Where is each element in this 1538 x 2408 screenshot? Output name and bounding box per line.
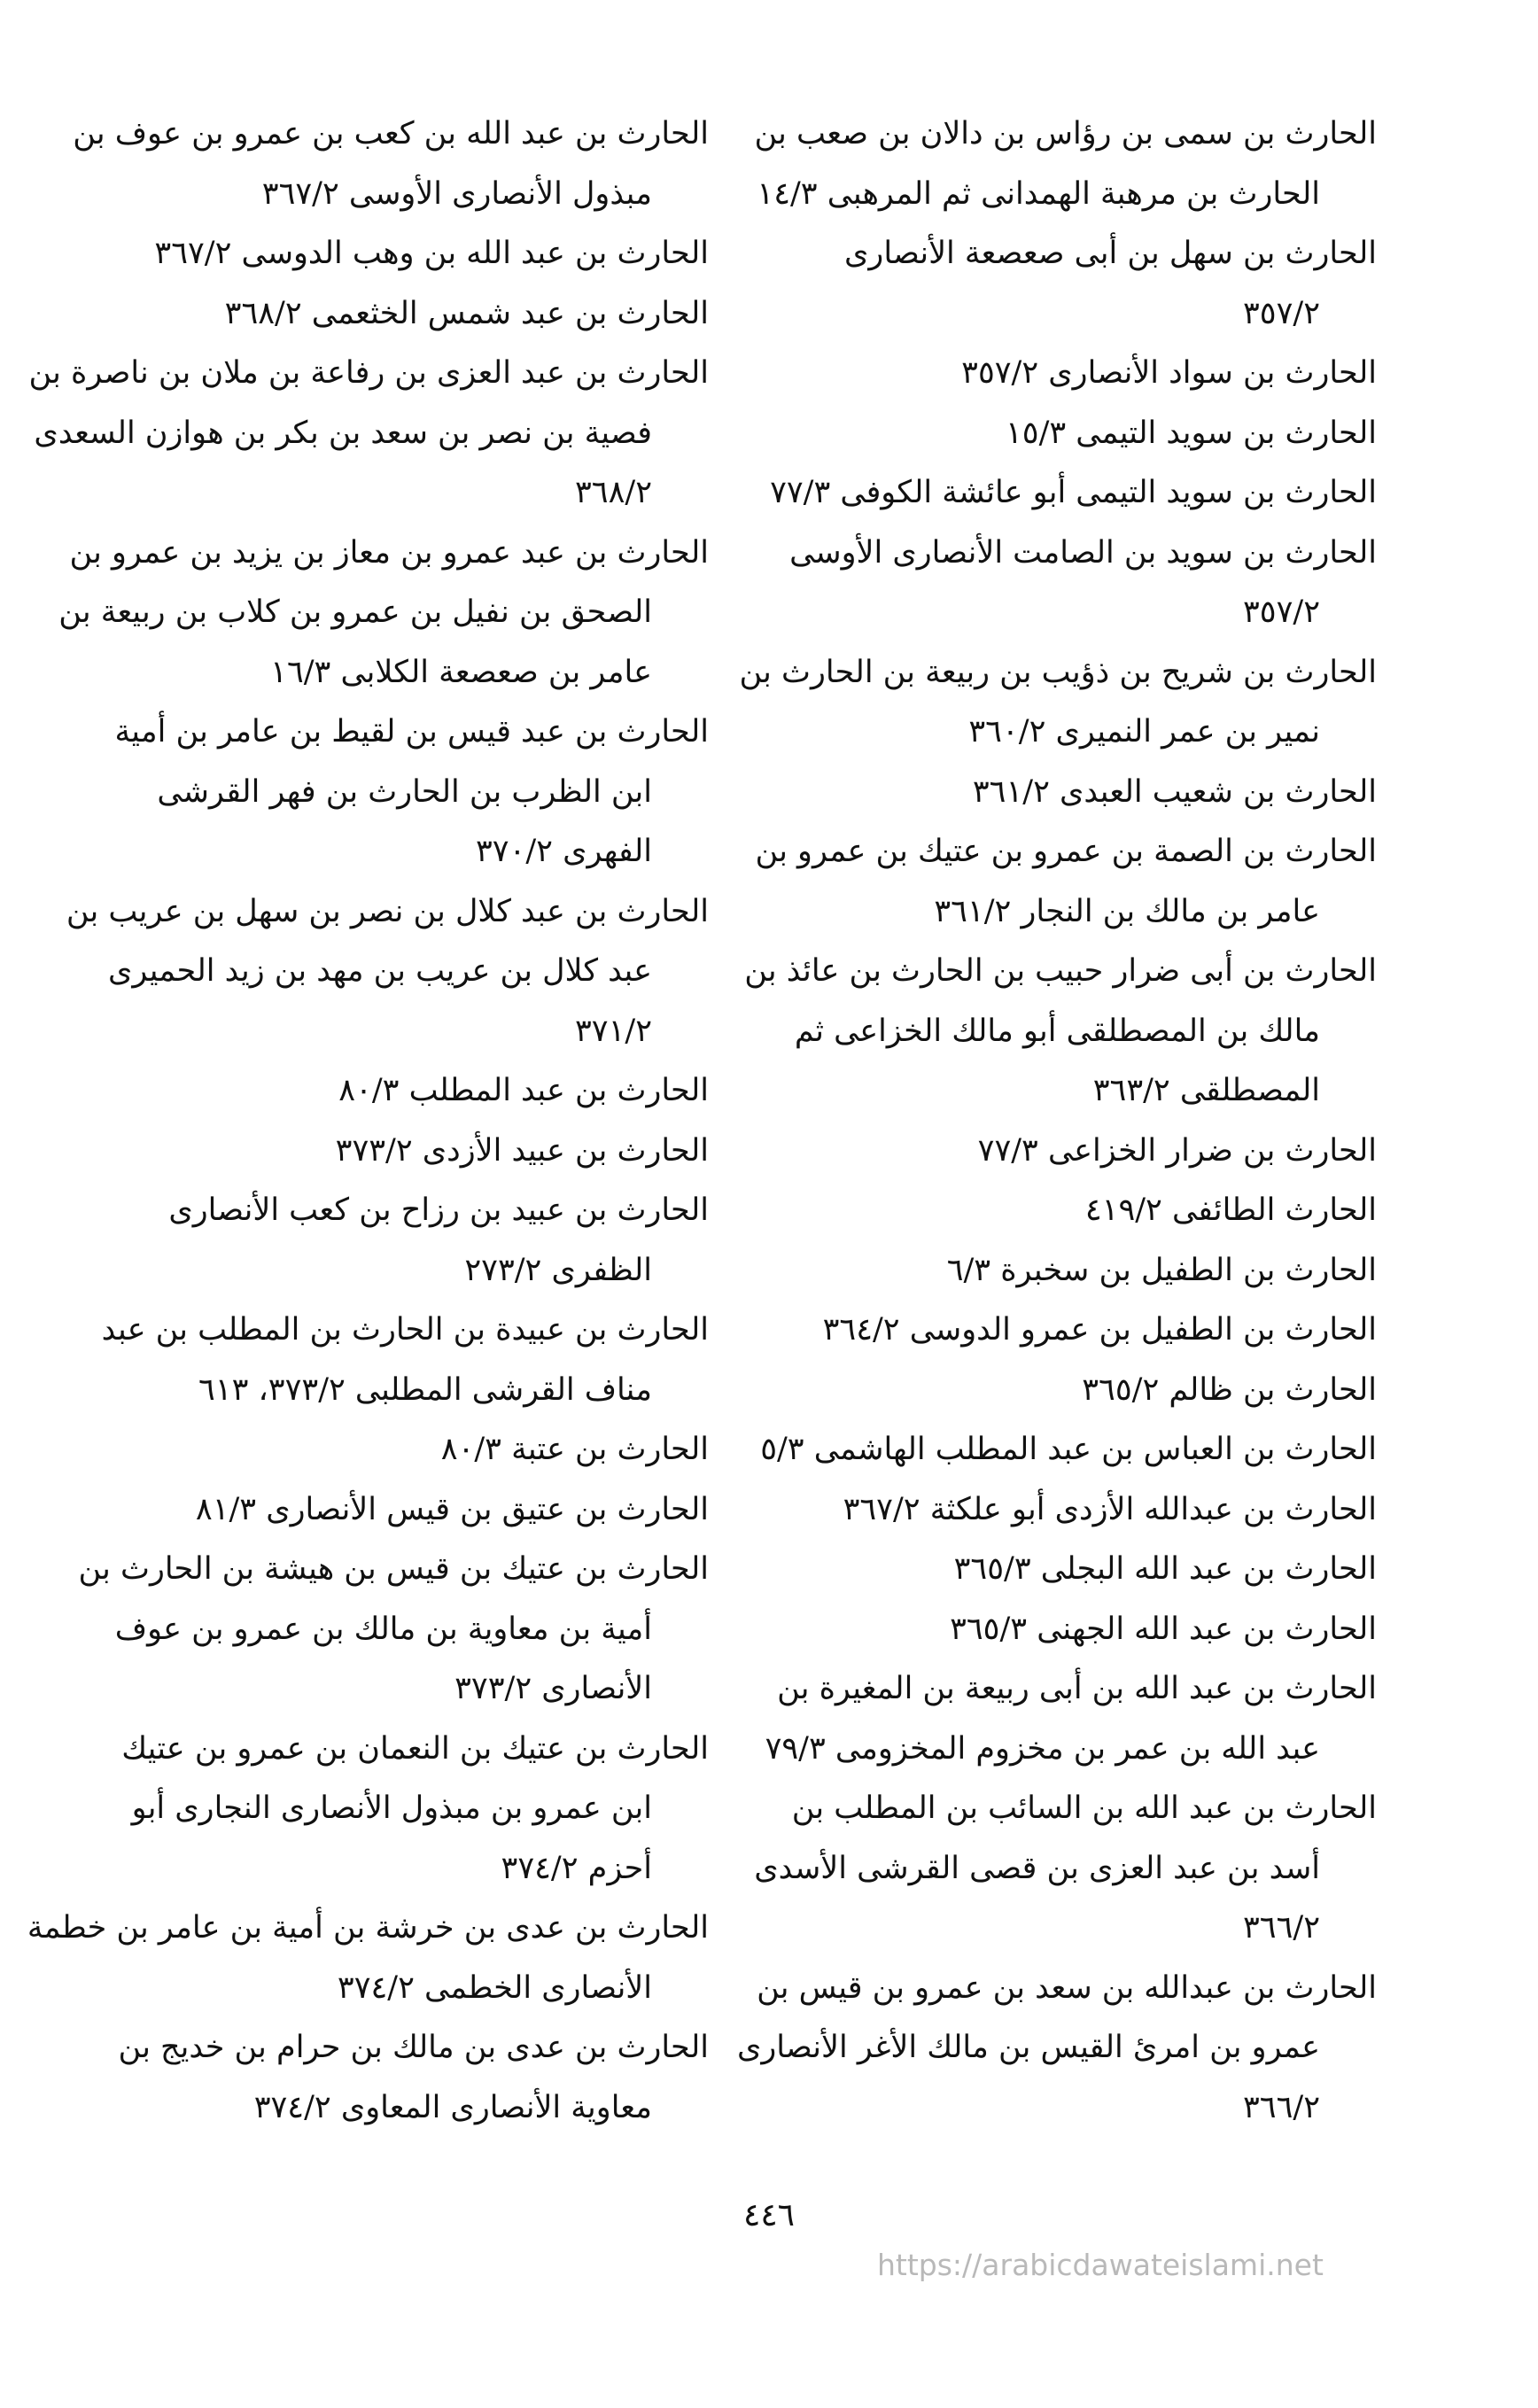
entry-line: الحارث بن الصمة بن عمرو بن عتيك بن عمرو بن	[755, 834, 1377, 869]
entry-line: الحارث بن سهل بن أبى صعصعة الأنصارى	[844, 236, 1377, 271]
entry-continuation-line: ابن الظرب بن الحارث بن فهر القرشى	[157, 773, 652, 810]
entry-line: الحارث بن عبيد الأزدى ٣٧٣/٢	[335, 1132, 709, 1169]
entry-continuation-line: عبد كلال بن عريب بن مهد بن زيد الحميرى	[107, 953, 652, 989]
index-entry	[762, 1659, 1377, 1779]
index-entry	[106, 703, 709, 882]
index-entry	[762, 344, 1377, 404]
entry-line: الحارث بن عبدالله بن سعد بن عمرو بن قيس بن	[757, 1969, 1377, 2006]
entry-line: الحارث بن سمى بن رؤاس بن دالان بن صعب بن	[754, 116, 1377, 151]
index-entry	[106, 284, 709, 345]
index-entry	[744, 942, 1377, 1122]
index-column-left	[27, 105, 709, 2138]
entry-line: الحارث بن عبد الله الجهنى ٣٦٥/٣	[950, 1611, 1377, 1647]
entry-continuation-line: المصطلقى ٣٦٣/٢	[1092, 1073, 1320, 1108]
entry-line: الحارث بن عبيد بن رزاح بن كعب الأنصارى	[168, 1192, 709, 1228]
entry-continuation-line: مناف القرشى المطلبى ٣٧٣/٢، ٦١٣	[198, 1371, 652, 1408]
index-entry	[762, 524, 1377, 643]
entry-line: الحارث بن عبد الله بن السائب بن المطلب بن	[791, 1790, 1377, 1826]
entry-line: الحارث بن شريح بن ذؤيب بن ربيعة بن الحارث بن	[739, 654, 1377, 690]
index-entry	[754, 1779, 1377, 1959]
entry-line: الحارث بن عبد الله بن أبى ربيعة بن المغيرة بن	[777, 1671, 1377, 1706]
entry-continuation-line: مبذول الأنصارى الأوسى ٣٦٧/٢	[261, 175, 652, 212]
entry-line: الحارث بن عدى بن مالك بن حرام بن خديج بن	[118, 2030, 709, 2065]
entry-line: الحارث بن عتيق بن قيس الأنصارى ٨١/٣	[195, 1491, 709, 1527]
entry-line: الحارث بن عبد شمس الخثعمى ٣٦٨/٢	[224, 295, 709, 331]
index-entry	[78, 1540, 709, 1720]
entry-continuation-line: عامر بن صعصعة الكلابى ١٦/٣	[270, 654, 652, 690]
index-entry	[762, 1122, 1377, 1182]
entry-line: الحارث بن عبد العزى بن رفاعة بن ملان بن ناصرة بن	[28, 355, 709, 391]
entry-line: الحارث بن عبد الله البجلى ٣٦٥/٣	[953, 1551, 1377, 1587]
index-column-right	[736, 105, 1377, 2138]
index-entry	[762, 1540, 1377, 1600]
watermark-url: https://arabicdawateislami.net	[877, 2248, 1324, 2282]
entry-line: الحارث بن سويد بن الصامت الأنصارى الأوسى	[789, 534, 1377, 571]
entry-line: الحارث بن عبد كلال بن نصر بن سهل بن عريب بن	[66, 893, 709, 929]
entry-line: الحارث بن الطفيل بن عمرو الدوسى ٣٦٤/٢	[822, 1312, 1377, 1348]
index-entry	[762, 404, 1377, 464]
entry-line: الحارث بن سويد التيمى أبو عائشة الكوفى ٧٧/٣	[770, 475, 1377, 510]
entry-continuation-line: الصحق بن نفيل بن عمرو بن كلاب بن ربيعة بن	[58, 594, 652, 630]
index-entry	[106, 2018, 709, 2138]
index-entry	[66, 882, 709, 1062]
entry-continuation-line: ٣٦٨/٢	[575, 475, 652, 510]
entry-line: الحارث بن عبد الله بن كعب بن عمرو بن عوف بن	[73, 116, 709, 151]
index-entry	[73, 105, 709, 224]
entry-line: الحارث بن شعيب العبدى ٣٦١/٢	[972, 773, 1377, 810]
entry-continuation-line: الأنصارى ٣٧٣/٢	[454, 1671, 652, 1706]
entry-line: الحارث بن عتيك بن النعمان بن عمرو بن عتيك	[121, 1730, 709, 1767]
index-entry	[106, 1181, 709, 1301]
entry-line: الحارث بن عبيدة بن الحارث بن المطلب بن عبد	[101, 1312, 709, 1348]
entry-continuation-line: أسد بن عبد العزى بن قصى القرشى الأسدى	[754, 1850, 1320, 1886]
index-entry	[27, 1899, 709, 2018]
entry-continuation-line: ٣٦٦/٢	[1243, 2089, 1320, 2125]
entry-continuation-line: فصية بن نصر بن سعد بن بكر بن هوازن السعدى	[34, 415, 652, 451]
entry-line: الحارث بن عبد المطلب ٨٠/٣	[338, 1073, 709, 1108]
entry-continuation-line: ٣٥٧/٢	[1243, 594, 1320, 630]
entry-continuation-line: ابن عمرو بن مبذول الأنصارى النجارى أبو	[131, 1790, 652, 1826]
entry-line: الحارث بن العباس بن عبد المطلب الهاشمى ٥/٣	[760, 1432, 1377, 1467]
index-entry	[755, 822, 1377, 942]
entry-continuation-line: أحزم ٣٧٤/٢	[501, 1850, 652, 1886]
entry-line: الحارث الطائفى ٤١٩/٢	[1084, 1192, 1377, 1228]
index-entry	[736, 1959, 1377, 2139]
entry-continuation-line: معاوية الأنصارى المعاوى ٣٧٤/٢	[253, 2089, 652, 2125]
index-entry	[762, 1361, 1377, 1421]
entry-continuation-line: عامر بن مالك بن النجار ٣٦١/٢	[934, 893, 1320, 929]
index-entry	[106, 224, 709, 284]
entry-continuation-line: عمرو بن امرئ القيس بن مالك الأغر الأنصارى	[736, 2030, 1320, 2065]
entry-continuation-line: الحارث بن مرهبة الهمدانى ثم المرهبى ١٤/٣	[757, 175, 1320, 212]
page-number: ٤٤٦	[742, 2197, 795, 2233]
entry-line: الحارث بن عتيك بن قيس بن هيشة بن الحارث بن	[78, 1551, 709, 1587]
index-entry	[762, 763, 1377, 823]
index-entry	[106, 1720, 709, 1899]
entry-line: الحارث بن عبد عمرو بن معاز بن يزيد بن عمرو بن	[69, 534, 709, 571]
entry-line: الحارث بن أبى ضرار حبيب بن الحارث بن عائذ بن	[744, 953, 1377, 989]
entry-continuation-line: مالك بن المصطلقى أبو مالك الخزاعى ثم	[794, 1013, 1320, 1049]
entry-continuation-line: الفهرى ٣٧٠/٢	[475, 834, 652, 869]
entry-continuation-line: الأنصارى الخطمى ٣٧٤/٢	[337, 1969, 652, 2006]
index-entry	[762, 1241, 1377, 1301]
index-entry	[106, 1061, 709, 1122]
index-entry	[762, 1420, 1377, 1480]
entry-line: الحارث بن عتبة ٨٠/٣	[440, 1432, 709, 1467]
entry-continuation-line: ٣٧١/٢	[575, 1013, 652, 1049]
index-entry	[101, 1301, 709, 1420]
entry-line: الحارث بن عبدالله الأزدى أبو علكثة ٣٦٧/٢	[843, 1491, 1377, 1527]
index-entry	[58, 524, 709, 703]
index-entry	[28, 344, 709, 524]
entry-continuation-line: نمير بن عمر النميرى ٣٦٠/٢	[968, 714, 1320, 750]
entry-line: الحارث بن سويد التيمى ١٥/٣	[1005, 415, 1377, 451]
entry-line: الحارث بن عبد الله بن وهب الدوسى ٣٦٧/٢	[154, 236, 709, 271]
entry-continuation-line: الظفرى ٢٧٣/٢	[464, 1252, 652, 1288]
index-entry	[762, 1480, 1377, 1541]
index-entry	[762, 1600, 1377, 1660]
entry-line: الحارث بن ضرار الخزاعى ٧٧/٣	[977, 1132, 1377, 1169]
entry-continuation-line: عبد الله بن عمر بن مخزوم المخزومى ٧٩/٣	[765, 1730, 1320, 1767]
entry-continuation-line: ٣٥٧/٢	[1243, 295, 1320, 331]
entry-continuation-line: أمية بن معاوية بن مالك بن عمرو بن عوف	[114, 1611, 652, 1647]
index-entry	[106, 1480, 709, 1541]
index-entry	[762, 463, 1377, 524]
entry-line: الحارث بن ظالم ٣٦٥/٢	[1082, 1371, 1377, 1408]
entry-line: الحارث بن سواد الأنصارى ٣٥٧/٢	[961, 355, 1377, 391]
entry-continuation-line: ٣٦٦/٢	[1243, 1910, 1320, 1946]
entry-line: الحارث بن عبد قيس بن لقيط بن عامر بن أمية	[114, 714, 709, 750]
index-entry	[762, 224, 1377, 344]
index-entry	[762, 1301, 1377, 1361]
index-entry	[739, 643, 1377, 763]
entry-line: الحارث بن الطفيل بن سخبرة ٦/٣	[946, 1252, 1377, 1288]
index-entry	[106, 1122, 709, 1182]
entry-line: الحارث بن عدى بن خرشة بن أمية بن عامر بن خطمة	[27, 1910, 709, 1946]
index-entry	[754, 105, 1377, 224]
index-entry	[106, 1420, 709, 1480]
index-entry	[762, 1181, 1377, 1241]
